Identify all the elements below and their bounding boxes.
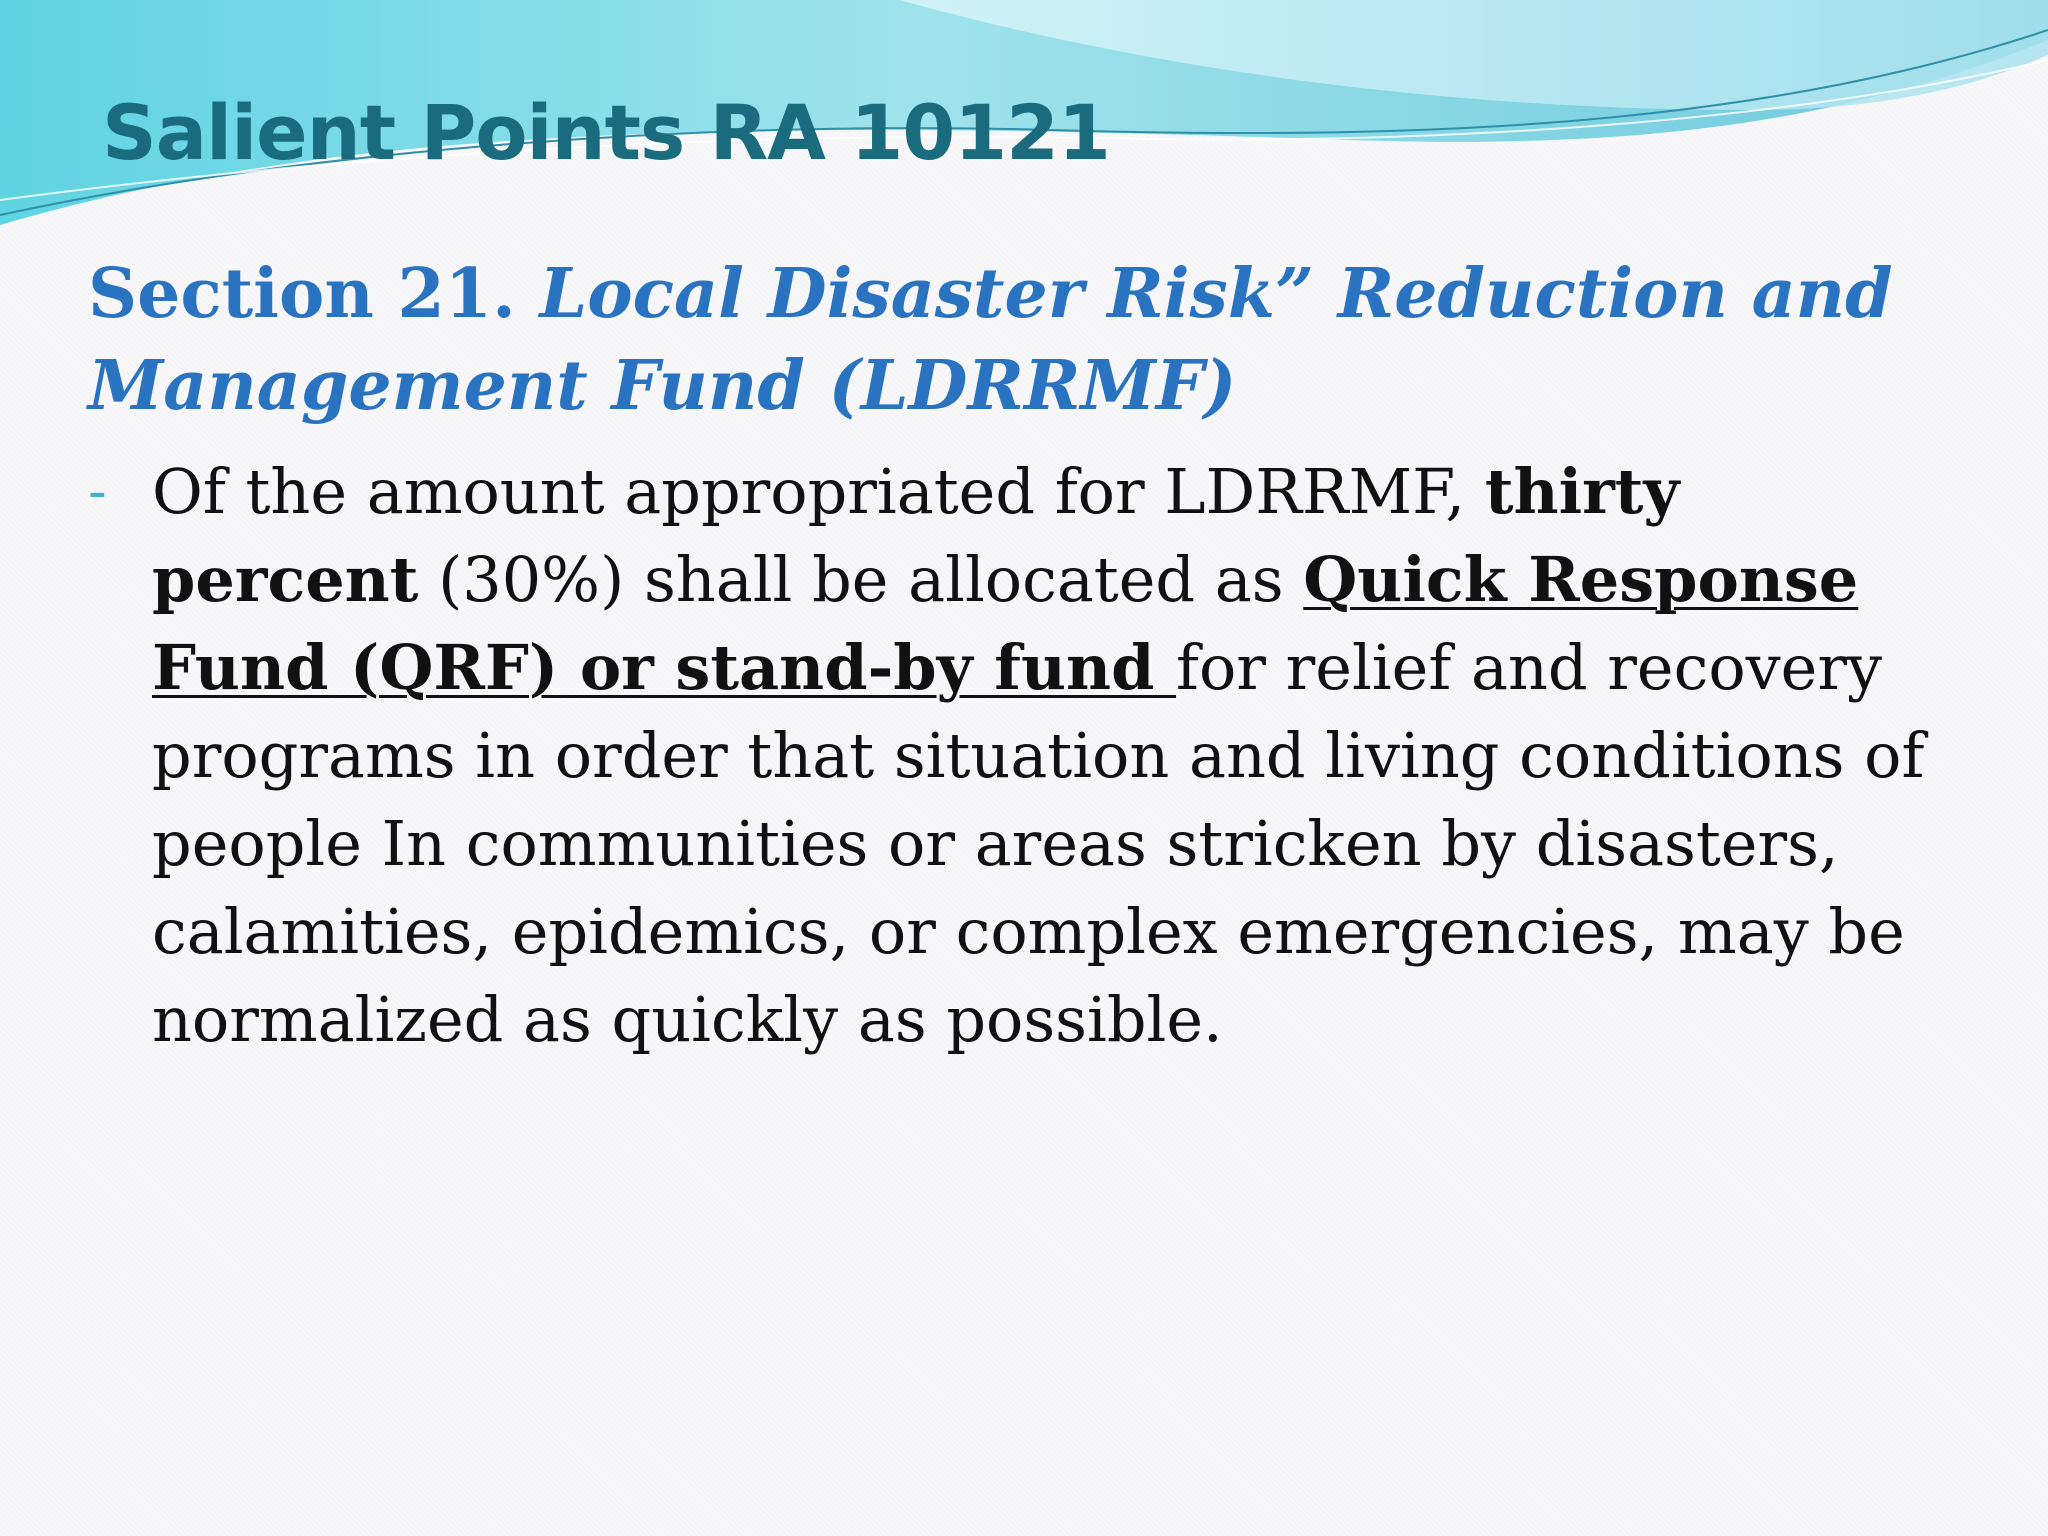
bullet-emphasis-qrf: Quick Response Fund (QRF) or stand-by fund [152,543,1859,704]
bullet-text-part: for relief and recovery programs in order that situation and living conditions of people In communities or areas stricken by disasters, calamities, epidemics, or complex emergencies, may be normalized as quickly as possible. [152,631,1925,1056]
bullet-text [152,448,1948,1064]
slide-title: Salient Points RA 10121 [102,88,1110,177]
bullet-text-part: Of the amount appropriated for LDRRMF, [152,455,1485,528]
list-item [88,448,1948,1064]
section-label: Section 21. [88,254,540,334]
bullet-emphasis-thirty-percent: thirty percent [152,455,1680,616]
bullet-list [88,448,1948,1064]
bullet-dash: - [88,462,107,522]
section-heading [88,248,1948,432]
section-name: Local Disaster Risk” Reduction and Management Fund (LDRRMF) [88,254,1893,426]
bullet-text-part: (30%) shall be allocated as [418,543,1304,616]
